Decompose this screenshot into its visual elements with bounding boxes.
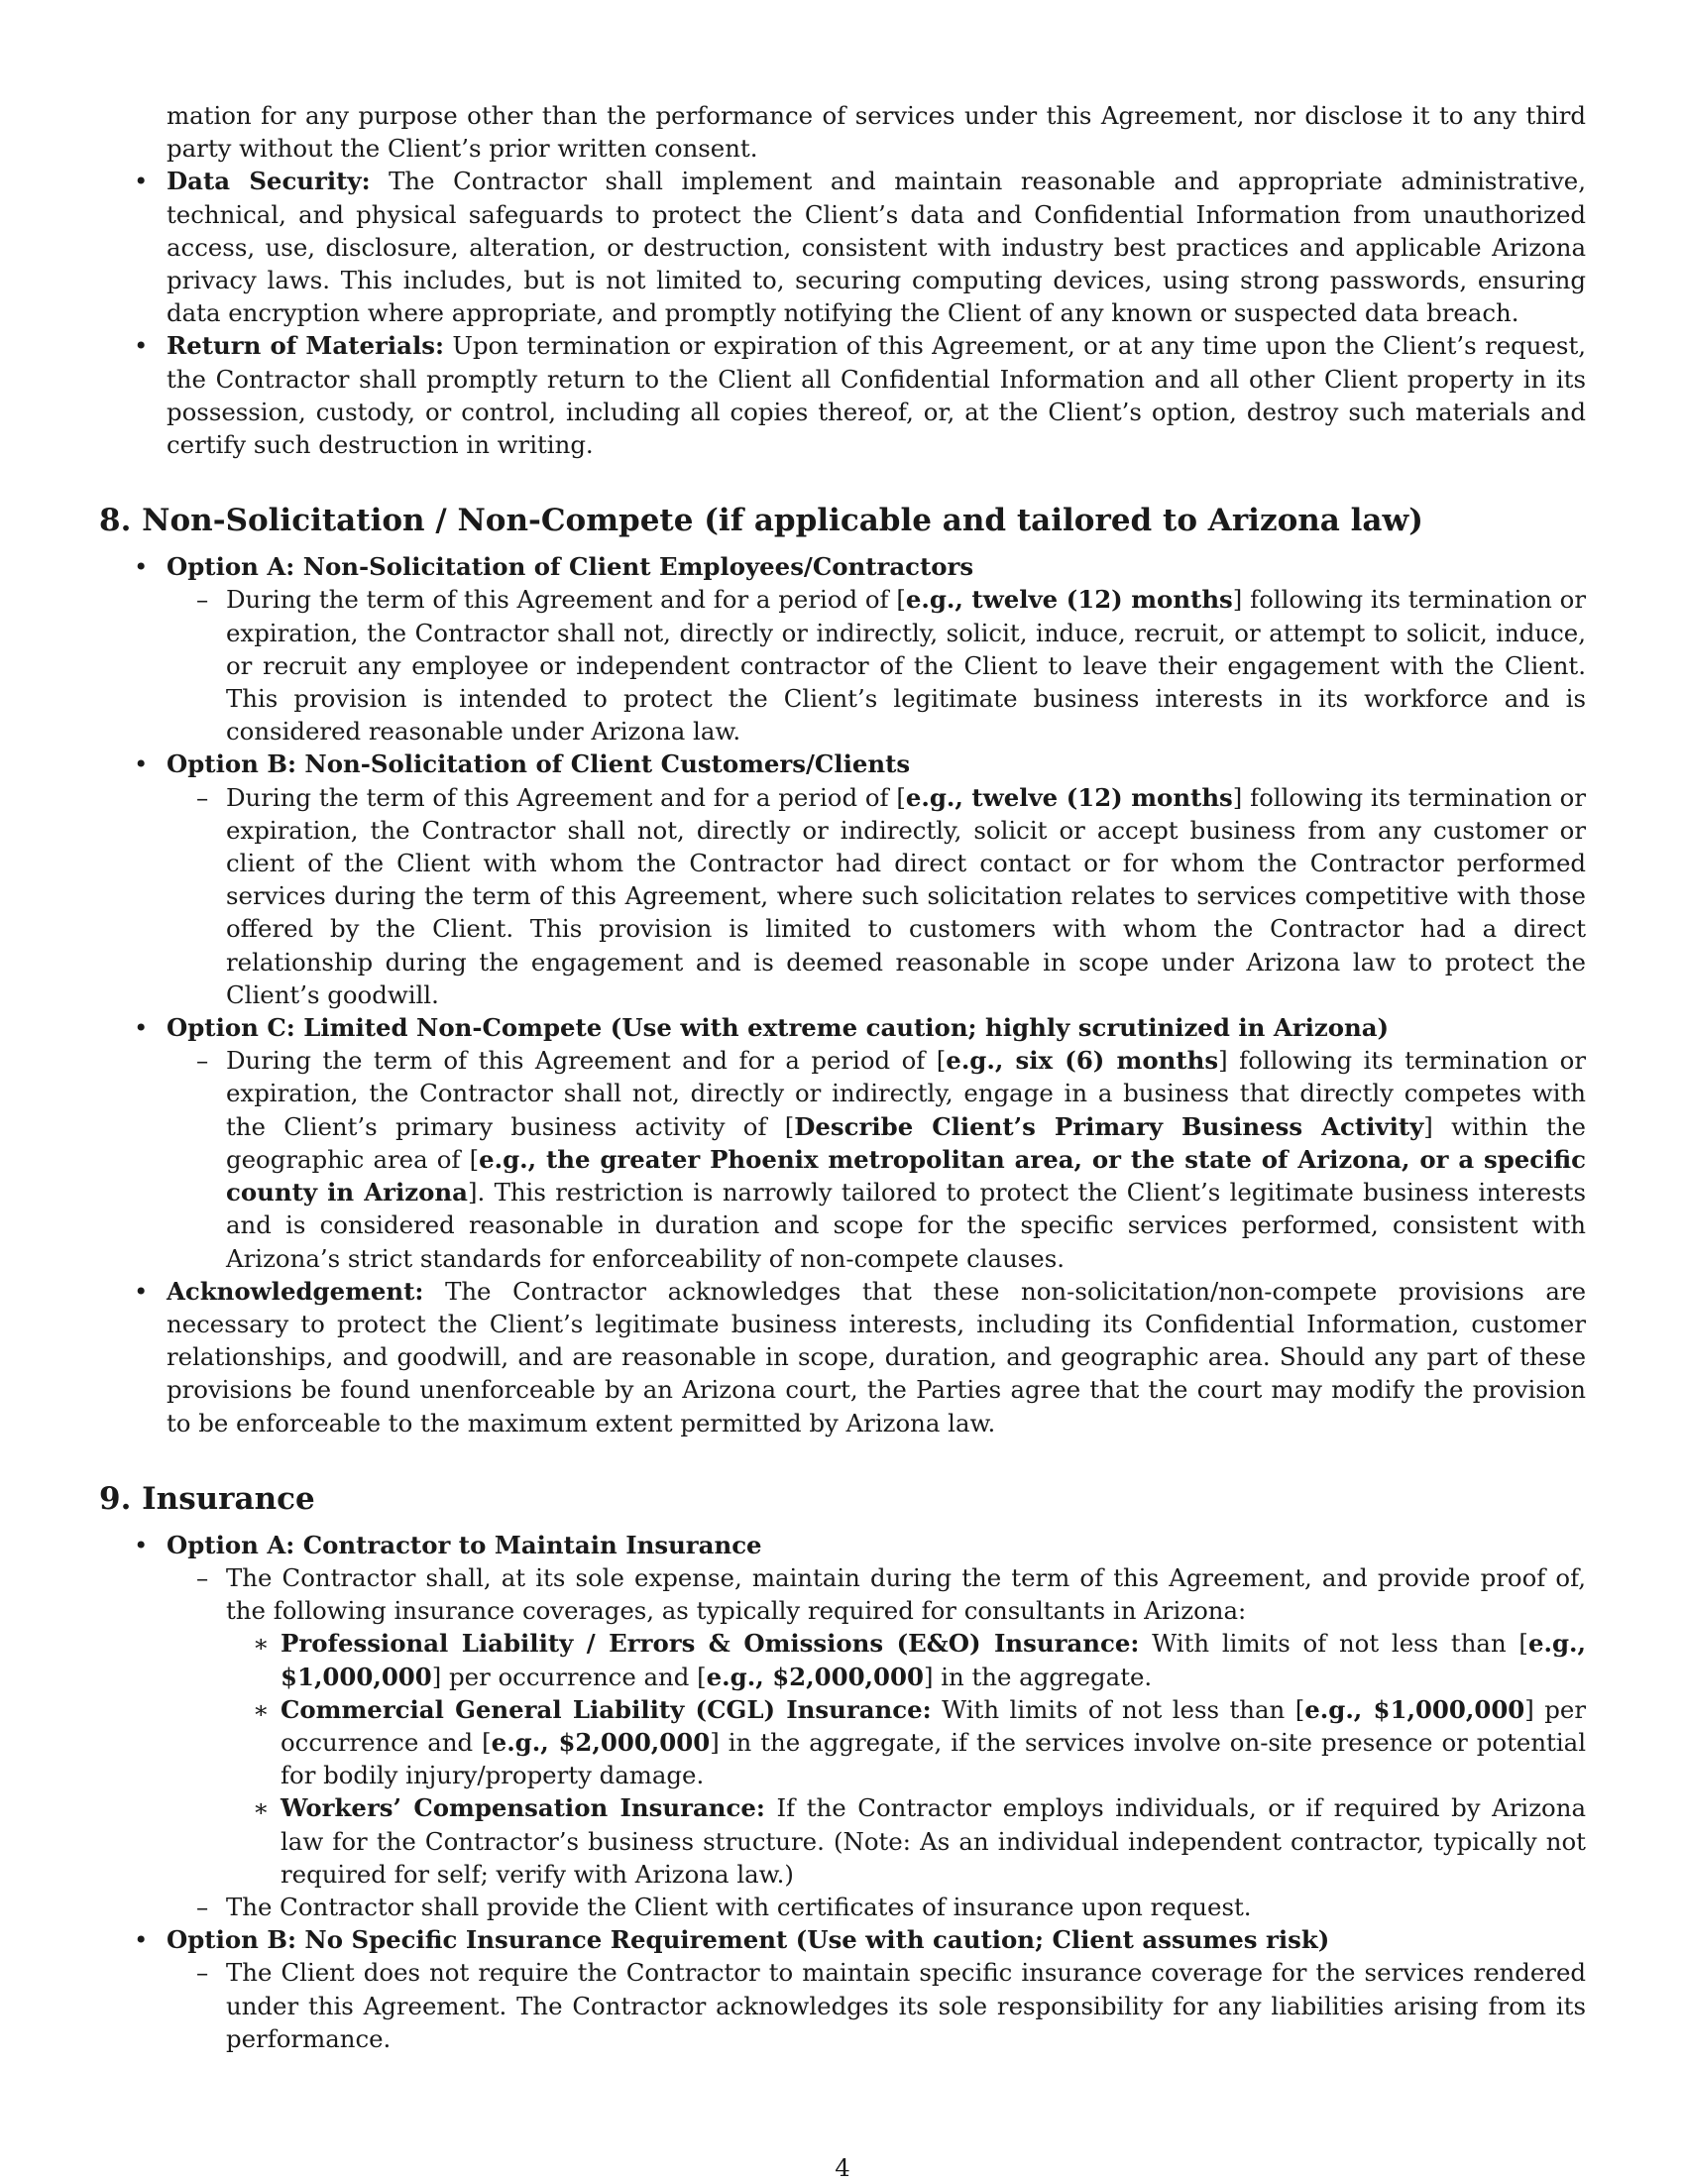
- dash-marker: –: [196, 1562, 209, 1592]
- s9-option-b-text: – The Client does not require the Contractor to maintain specific insurance coverage for the services rendered under this Agreement. The Contractor acknowledges its sole responsibility for any liabilities arising from its performance.: [196, 1958, 1586, 2053]
- section-9-heading: 9. Insurance: [99, 1480, 315, 1517]
- s8-option-c-text: – During the term of this Agreement and for a period of [e.g., six (6) months] following its termination or expiration, the Contractor shall not, directly or indirectly, engage in a business that directly competes with the Client’s primary business activity of [Describe Client’s Primary Business Activity] within the geographic area of [e.g., the greater Phoenix metropolitan area, or the state of Arizona, or a specific county in Arizona]. This restriction is narrowly tailored to protect the Client’s legitimate business interests and is considered reasonable in duration and scope for the specific services performed, consistent with Arizona’s strict standards for enforceability of non-compete clauses.: [196, 1046, 1587, 1273]
- s8-option-c-title: • Option C: Limited Non-Compete (Use with extreme caution; highly scrutinized in Arizona): [99, 1011, 1586, 1044]
- bullet-marker: •: [134, 749, 149, 779]
- bullet-marker: •: [134, 1013, 149, 1043]
- s8-option-b-text: – During the term of this Agreement and for a period of [e.g., twelve (12) months] following its termination or expiration, the Contractor shall not, directly or indirectly, solicit or accept business from any customer or client of the Client with whom the Contractor had direct contact or for whom the Contractor performed services during the term of this Agreement, where such solicitation relates to services competitive with those offered by the Client. This provision is limited to customers with whom the Contractor had a direct relationship during the engagement and is deemed reasonable in scope under Arizona law to protect the Client’s goodwill.: [196, 782, 1586, 1009]
- bullet-marker: •: [134, 552, 149, 582]
- dash-marker: –: [196, 1892, 209, 1921]
- bullet-marker: •: [134, 1925, 149, 1955]
- s9-option-b-title: • Option B: No Specific Insurance Requirement (Use with caution; Client assumes risk): [99, 1923, 1586, 1956]
- star-marker: ∗: [253, 1793, 270, 1823]
- bullet-marker: •: [134, 167, 149, 196]
- s9-wc-insurance: ∗ Workers’ Compensation Insurance: If the Contractor employs individuals, or if required by Arizona law for the Contractor’s business structure. (Note: As an individual independent contractor, typically not required for self; verify with Arizona law.): [253, 1793, 1586, 1889]
- page-number: 4: [835, 2153, 850, 2182]
- s9-eo-insurance: ∗ Professional Liability / Errors & Omissions (E&O) Insurance: With limits of not less than [e.g., $1,000,000] per occurrence and [e.g., $2,000,000] in the aggregate.: [253, 1629, 1586, 1691]
- s8-acknowledgement: • Acknowledgement: The Contractor acknowledges that these non-solicitation/non-compete provisions are necessary to protect the Client’s legitimate business interests, including its Confidential Information, customer relationships, and goodwill, and are reasonable in scope, duration, and geographic area. Should any part of these provisions be found unenforceable by an Arizona court, the Parties agree that the court may modify the provision to be enforceable to the maximum extent permitted by Arizona law.: [134, 1276, 1586, 1437]
- bullet-marker: •: [134, 1276, 149, 1306]
- section-8-heading: 8. Non-Solicitation / Non-Compete (if applicable and tailored to Arizona law): [99, 503, 1423, 539]
- dash-marker: –: [196, 1958, 209, 1988]
- s8-option-a-text: – During the term of this Agreement and for a period of [e.g., twelve (12) months] following its termination or expiration, the Contractor shall not, directly or indirectly, solicit, induce, recruit, or attempt to solicit, induce, or recruit any employee or independent contractor of the Client to leave their engagement with the Client. This provision is intended to protect the Client’s legitimate business interests in its workforce and is considered reasonable under Arizona law.: [196, 585, 1586, 747]
- dash-marker: –: [196, 782, 209, 812]
- s9-cgl-insurance: ∗ Commercial General Liability (CGL) Insurance: With limits of not less than [e.g., $1,000,000] per occurrence and [e.g., $2,000,000] in the aggregate, if the services involve on-site presence or potential for bodily injury/property damage.: [253, 1694, 1586, 1790]
- bullet-marker: •: [134, 1530, 149, 1559]
- bullet-marker: •: [134, 331, 149, 361]
- star-marker: ∗: [253, 1694, 270, 1724]
- return-materials-term: Return of Materials:: [167, 331, 444, 361]
- return-materials-item: • Return of Materials: Upon termination or expiration of this Agreement, or at any time upon the Client’s request, the Contractor shall promptly return to the Client all Confidential Information and all other Client property in its possession, custody, or control, including all copies thereof, or, at the Client’s option, destroy such materials and certify such destruction in writing.: [134, 331, 1586, 460]
- s9-option-a-title: • Option A: Contractor to Maintain Insurance: [99, 1529, 1586, 1561]
- data-security-item: • Data Security: The Contractor shall implement and maintain reasonable and appropriate administrative, technical, and physical safeguards to protect the Client’s data and Confidential Information from unauthorized access, use, disclosure, alteration, or destruction, consistent with industry best practices and applicable Arizona privacy laws. This includes, but is not limited to, securing computing devices, using strong passwords, ensuring data encryption where appropriate, and promptly notifying the Client of any known or suspected data breach.: [134, 167, 1586, 328]
- s8-option-a-title: • Option A: Non-Solicitation of Client Employees/Contractors: [99, 550, 1586, 583]
- dash-marker: –: [196, 1046, 209, 1076]
- dash-marker: –: [196, 585, 209, 615]
- s9-certificates: – The Contractor shall provide the Client with certificates of insurance upon request.: [99, 1891, 1586, 1923]
- star-marker: ∗: [253, 1629, 270, 1659]
- page-content: [99, 99, 1586, 2055]
- s8-option-b-title: • Option B: Non-Solicitation of Client Customers/Clients: [99, 747, 1586, 780]
- s9-option-a-intro: – The Contractor shall, at its sole expense, maintain during the term of this Agreement, and provide proof of, the following insurance coverages, as typically required for consultants in Arizona:: [196, 1562, 1586, 1626]
- data-security-term: Data Security:: [167, 167, 371, 196]
- confidentiality-continuation: mation for any purpose other than the performance of services under this Agreement, nor disclose it to any third party without the Client’s prior written consent.: [167, 101, 1586, 164]
